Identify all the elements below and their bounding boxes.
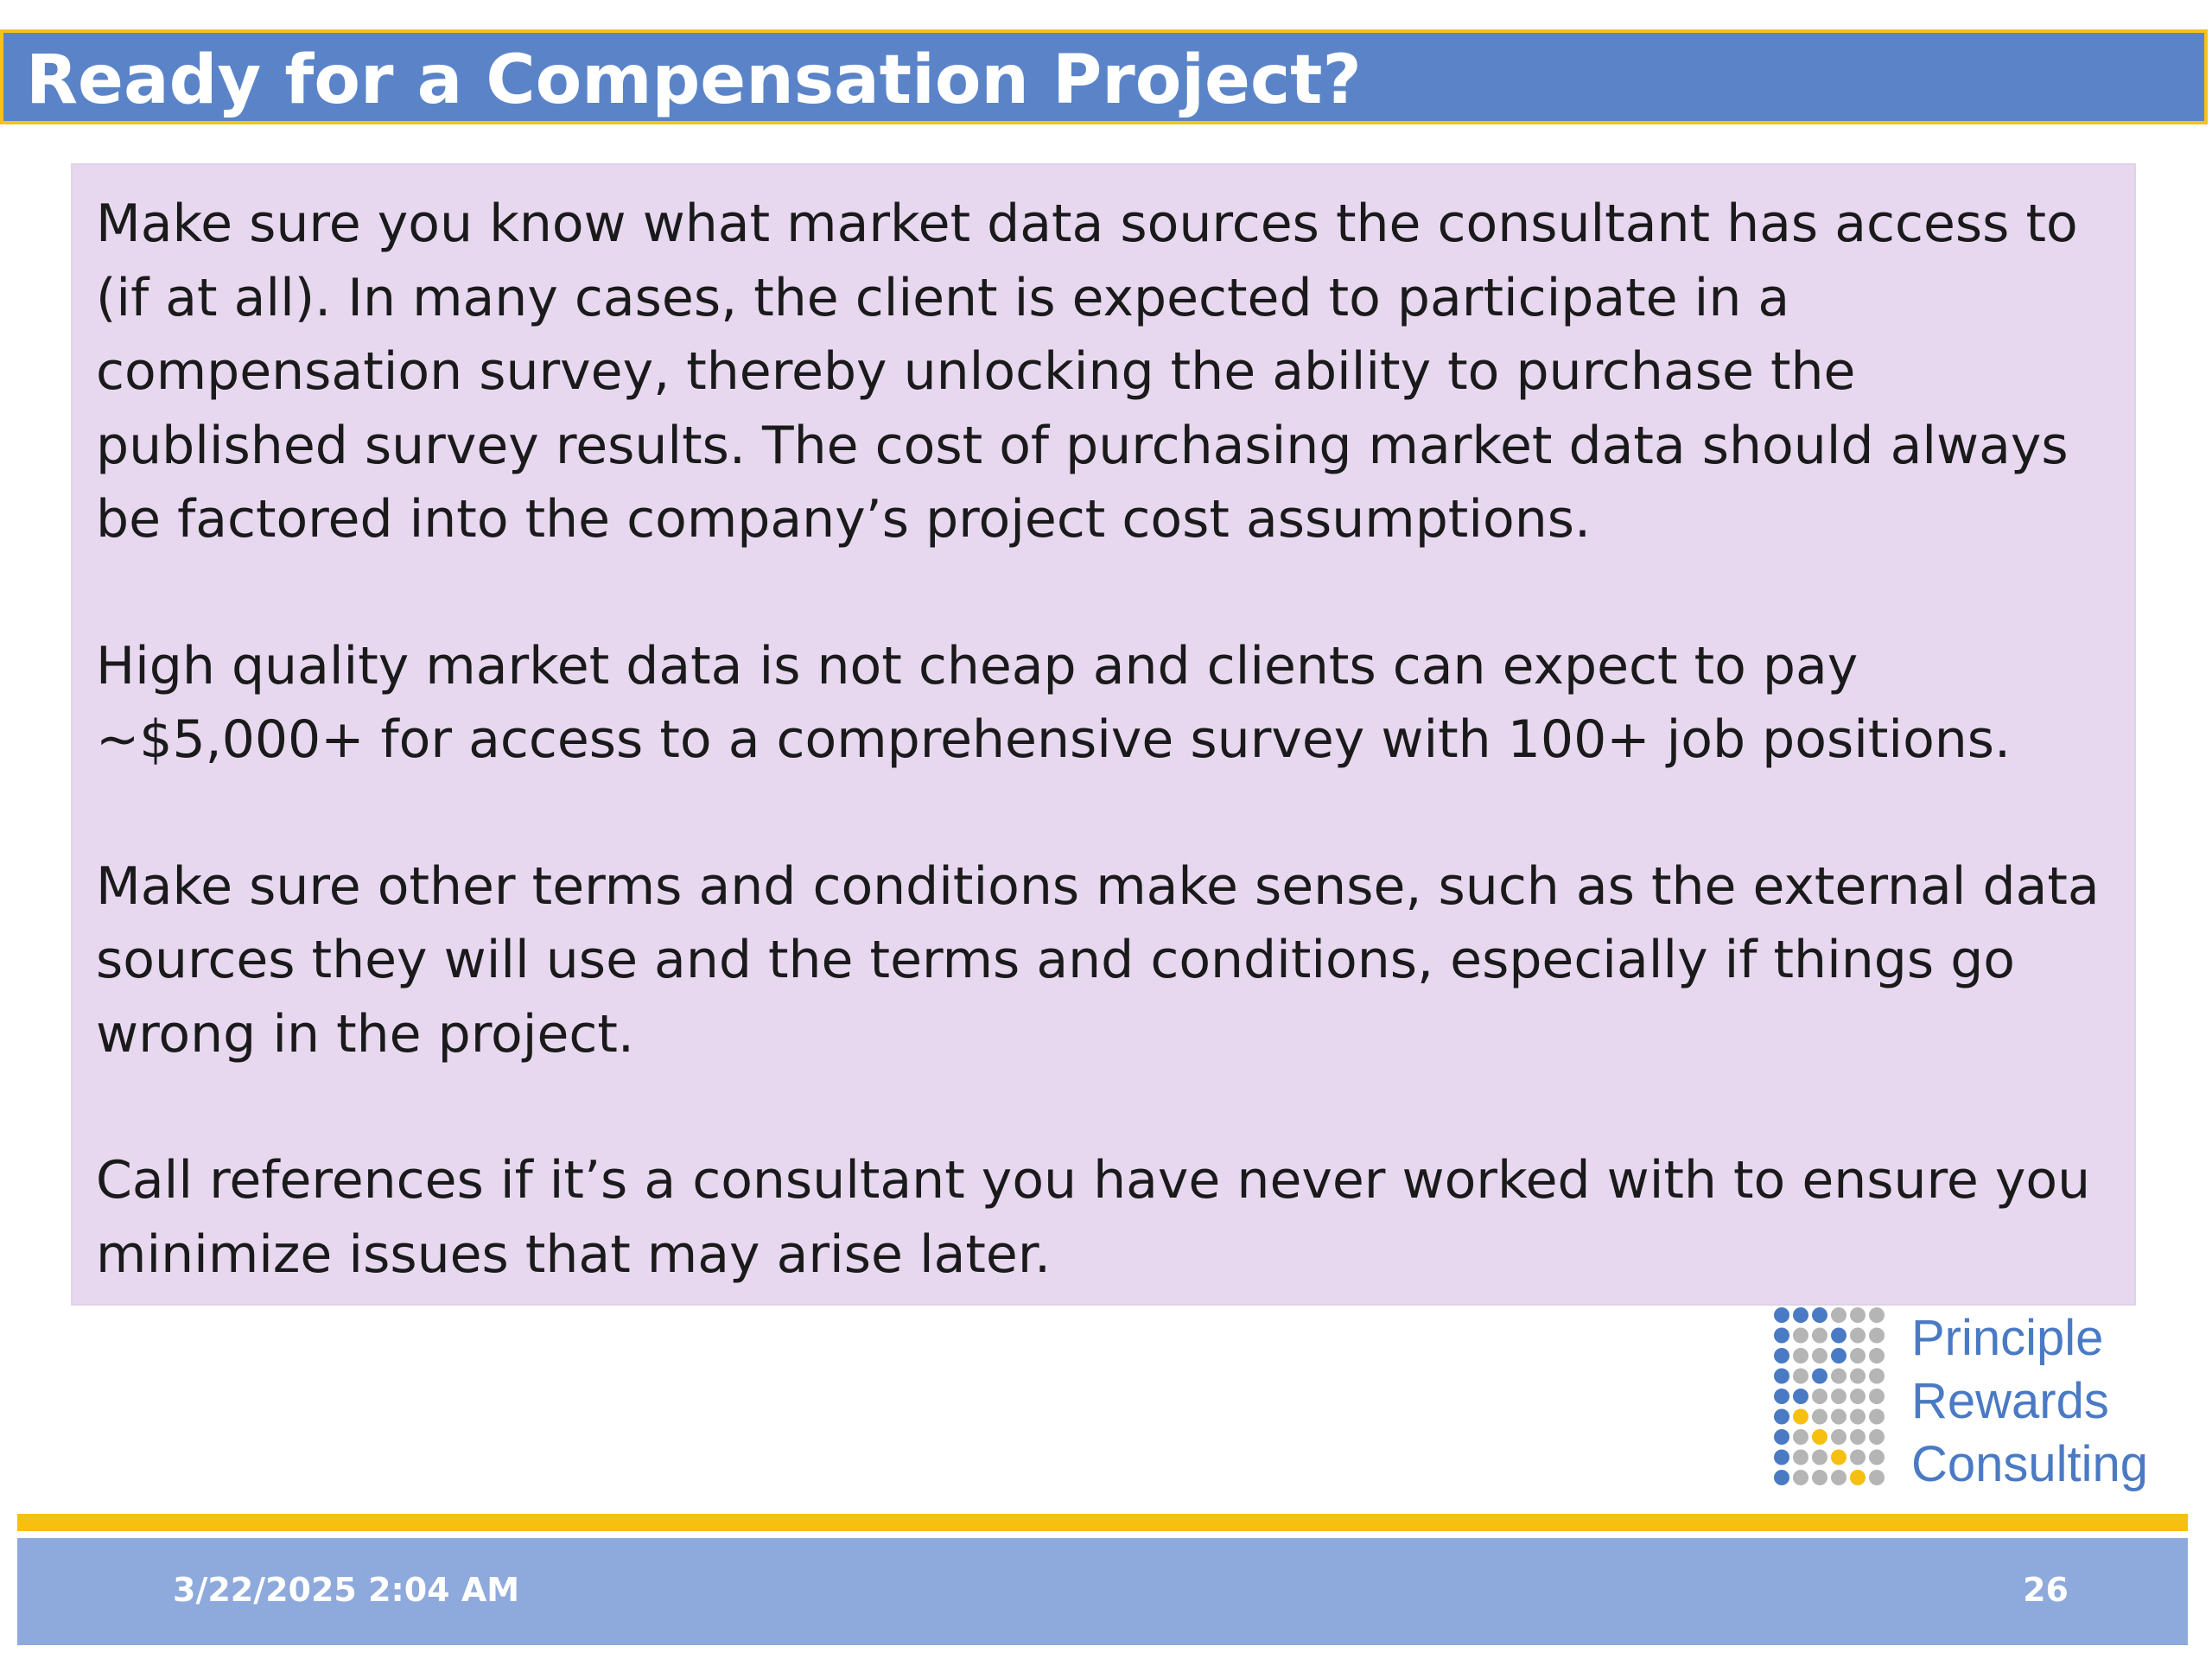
logo-dot [1774, 1369, 1789, 1384]
logo-line-rewards: Rewards [1911, 1373, 2109, 1429]
logo-dot [1869, 1409, 1885, 1425]
logo-dot [1850, 1328, 1866, 1344]
logo-dot [1850, 1450, 1866, 1465]
footer-bar [17, 1538, 2188, 1645]
logo-dot [1774, 1348, 1789, 1363]
paragraph-terms-conditions: Make sure other terms and conditions make sense, such as the external data sources they will use and the terms and conditions, especially if things go wrong in the project. [96, 855, 2100, 1065]
footer-accent-line [17, 1514, 2188, 1531]
logo-dot [1831, 1348, 1847, 1363]
logo-dot [1869, 1389, 1885, 1404]
logo-dot [1774, 1307, 1789, 1323]
logo-dot [1812, 1307, 1827, 1323]
logo-dot [1850, 1307, 1866, 1323]
logo-dot [1793, 1409, 1808, 1425]
logo-dot [1812, 1429, 1827, 1445]
logo-dot [1812, 1389, 1827, 1404]
page-number: 26 [2023, 1571, 2069, 1609]
logo-dot [1850, 1369, 1866, 1384]
logo-dot [1831, 1409, 1847, 1425]
logo-dot [1850, 1389, 1866, 1404]
logo-dot [1831, 1369, 1847, 1384]
logo-dot [1831, 1307, 1847, 1323]
logo-dot [1869, 1450, 1885, 1465]
logo-dot [1869, 1307, 1885, 1323]
logo-dot [1793, 1369, 1808, 1384]
logo-dot [1831, 1389, 1847, 1404]
logo-dot [1793, 1429, 1808, 1445]
logo-dot [1869, 1348, 1885, 1363]
logo-dot [1774, 1409, 1789, 1425]
logo-dot [1812, 1470, 1827, 1485]
logo-dot [1774, 1389, 1789, 1404]
logo-dot [1774, 1470, 1789, 1485]
dot-grid-logo-icon [1773, 1306, 1885, 1488]
paragraph-market-data-sources: Make sure you know what market data sources the consultant has access to (if at all). In many cases, the client is expected to participate in a compensation survey, thereby unlocking the ability to purchase the published survey results. The cost of purchasing market data should always be factored into the company’s project cost assumptions. [96, 194, 2078, 550]
logo-dot [1869, 1429, 1885, 1445]
slide-title: Ready for a Compensation Project? [26, 41, 1362, 119]
paragraph-call-references: Call references if it’s a consultant you have never worked with to ensure you minimize issues that may arise later. [96, 1150, 2091, 1285]
logo-dot [1812, 1348, 1827, 1363]
logo-dot [1793, 1348, 1808, 1363]
logo-dot [1774, 1450, 1789, 1465]
logo-line-consulting: Consulting [1911, 1436, 2149, 1492]
logo-dot [1793, 1389, 1808, 1404]
logo-dot [1793, 1307, 1808, 1323]
logo-dot [1831, 1328, 1847, 1344]
logo-dot [1793, 1450, 1808, 1465]
logo-dot [1831, 1429, 1847, 1445]
logo-dot [1774, 1429, 1789, 1445]
logo-dot [1831, 1450, 1847, 1465]
footer-date: 3/22/2025 2:04 AM [173, 1571, 520, 1609]
paragraph-market-data-cost: High quality market data is not cheap and clients can expect to pay ~$5,000+ for access to a comprehensive survey with 100+ job positions. [96, 635, 2012, 770]
logo-dot [1850, 1409, 1866, 1425]
company-logo [1773, 1306, 2171, 1492]
logo-dot [1869, 1328, 1885, 1344]
logo-dot [1812, 1450, 1827, 1465]
logo-dot [1812, 1369, 1827, 1384]
logo-dot [1850, 1470, 1866, 1485]
slide-title-bar [0, 29, 2208, 124]
logo-dot [1869, 1470, 1885, 1485]
logo-wordmark [1911, 1306, 2148, 1496]
logo-dot [1812, 1328, 1827, 1344]
logo-dot [1793, 1328, 1808, 1344]
logo-dot [1869, 1369, 1885, 1384]
logo-dot [1850, 1429, 1866, 1445]
content-box [71, 163, 2136, 1306]
logo-dot [1812, 1409, 1827, 1425]
logo-line-principle: Principle [1911, 1310, 2104, 1366]
logo-dot [1774, 1328, 1789, 1344]
logo-dot [1793, 1470, 1808, 1485]
logo-dot [1831, 1470, 1847, 1485]
logo-dot [1850, 1348, 1866, 1363]
